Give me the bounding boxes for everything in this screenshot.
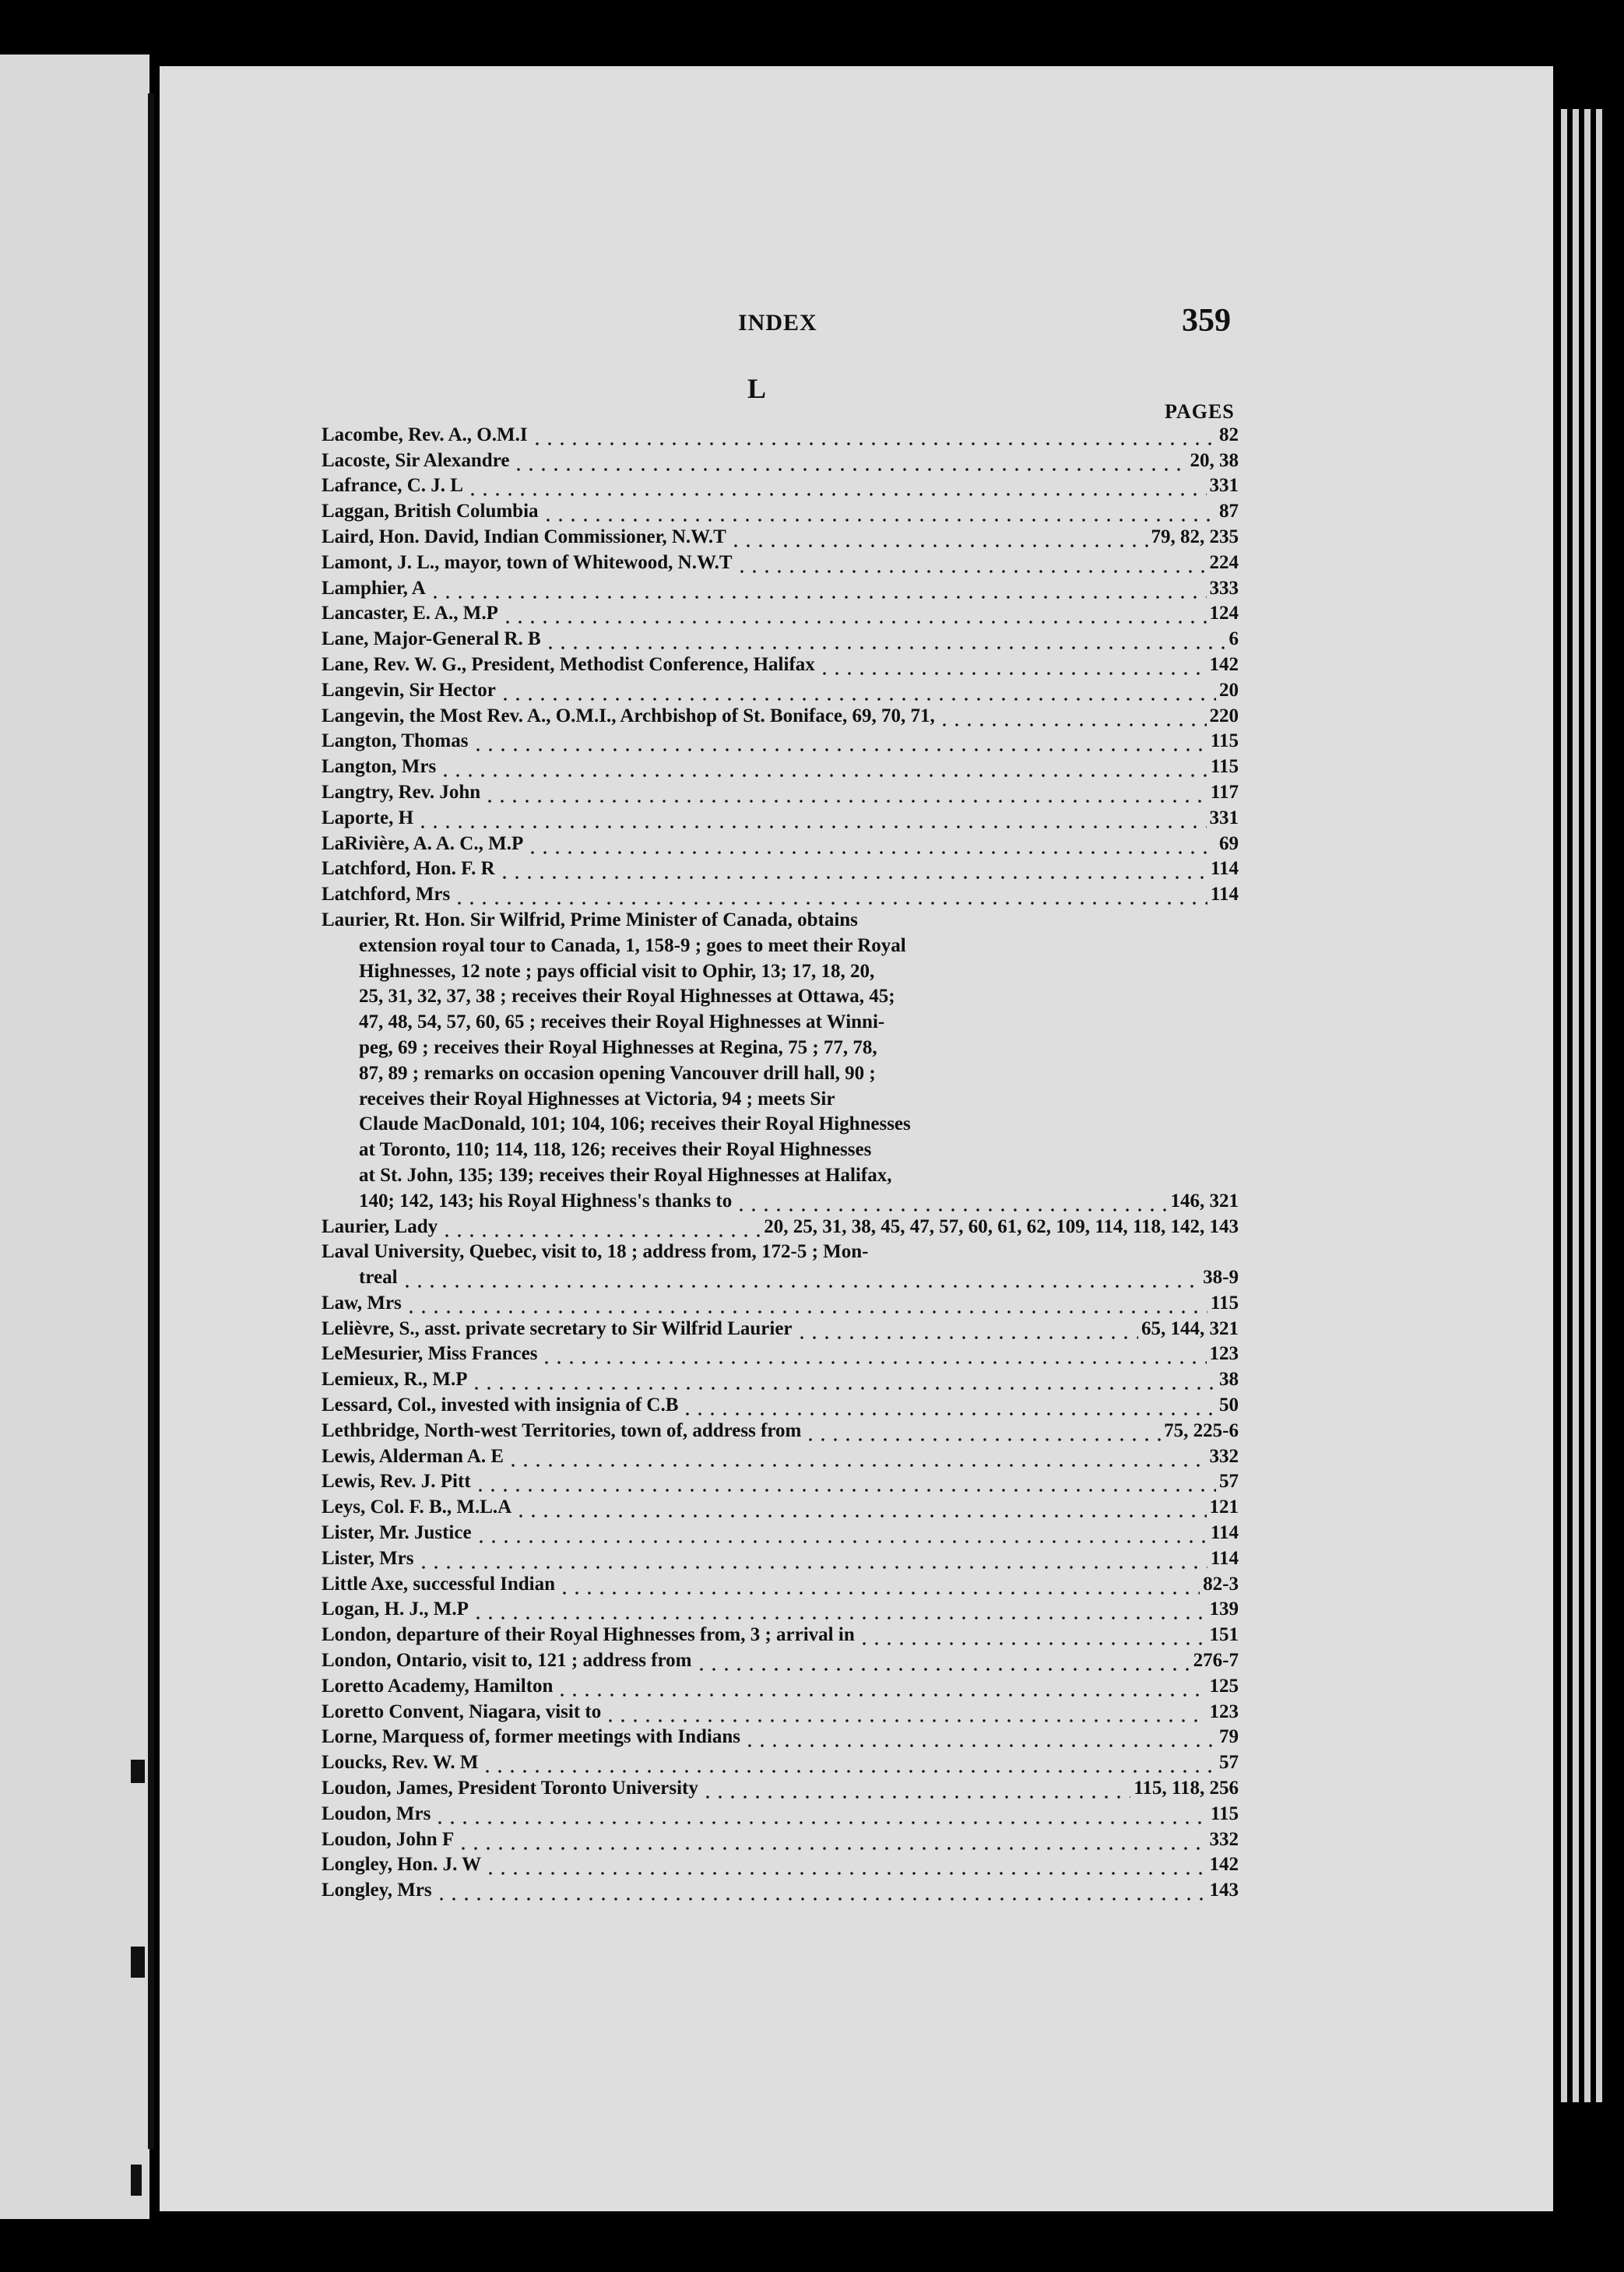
dot-leader	[542, 505, 1216, 522]
index-entry	[322, 624, 1239, 650]
index-entry	[322, 752, 1239, 778]
entry-text-line: at Toronto, 110; 114, 118, 126; receives their Royal Highnesses	[359, 1139, 872, 1161]
entry-name: Lemieux, R., M.P	[322, 1369, 468, 1391]
entry-pages: 115, 118, 256	[1134, 1778, 1239, 1799]
entry-name: Lacoste, Sir Alexandre	[322, 449, 510, 471]
entry-text-line: 87, 89 ; remarks on occasion opening Vancouver drill hall, 90 ;	[359, 1062, 876, 1084]
entry-pages: 276-7	[1193, 1650, 1239, 1672]
dot-leader	[818, 659, 1207, 676]
dot-leader	[804, 1425, 1161, 1442]
index-entry	[322, 1595, 1239, 1621]
entry-name: London, Ontario, visit to, 121 ; address from	[322, 1650, 692, 1672]
index-entry	[322, 855, 1239, 881]
dot-leader	[481, 1757, 1216, 1774]
index-entry-laurier	[322, 906, 1239, 1212]
entry-pages: 125	[1209, 1675, 1239, 1697]
facing-page-edge	[0, 55, 149, 2219]
entry-pages: 142	[1209, 653, 1239, 675]
dot-leader	[417, 812, 1206, 829]
dot-leader	[858, 1629, 1207, 1646]
page-number: 359	[1182, 303, 1231, 339]
entry-name: Langton, Thomas	[322, 730, 469, 752]
entry-name: Laporte, H	[322, 807, 414, 828]
entry-pages: 142	[1209, 1854, 1239, 1876]
entry-name: Lamont, J. L., mayor, town of Whitewood, N.W.T	[322, 551, 733, 573]
page-stack-edge	[1596, 109, 1602, 2102]
index-entry	[322, 1314, 1239, 1340]
dot-leader	[439, 761, 1207, 778]
index-entry	[322, 727, 1239, 753]
dot-leader	[743, 1731, 1216, 1748]
entry-pages: 20, 38	[1190, 449, 1239, 471]
index-entry	[322, 829, 1239, 855]
entry-text-line: Claude MacDonald, 101; 104, 106; receives their Royal Highnesses	[359, 1113, 911, 1135]
scan-artifact	[131, 1947, 145, 1978]
entry-text-line: 140; 142, 143; his Royal Highness's thanks to	[359, 1190, 733, 1212]
entry-pages: 332	[1209, 1445, 1239, 1467]
dot-leader	[401, 1271, 1200, 1289]
dot-leader	[695, 1655, 1190, 1672]
entry-text-line: 47, 48, 54, 57, 60, 65 ; receives their Royal Highnesses at Winni-	[359, 1011, 885, 1033]
dot-leader	[558, 1578, 1200, 1595]
index-entry	[322, 1672, 1239, 1697]
entry-name: Laird, Hon. David, Indian Commissioner, N.W.T	[322, 526, 726, 547]
scan-artifact	[131, 2165, 142, 2196]
dot-leader	[466, 480, 1207, 497]
dot-leader	[483, 786, 1207, 804]
entry-name: Langton, Mrs	[322, 756, 437, 778]
entry-name: Latchford, Mrs	[322, 884, 451, 906]
entry-pages: 6	[1229, 628, 1239, 650]
dot-leader	[417, 1553, 1207, 1570]
pages-column-label: PAGES	[1165, 400, 1235, 423]
entry-pages: 115	[1210, 1802, 1239, 1824]
index-entry	[322, 1468, 1239, 1493]
index-entry	[322, 1646, 1239, 1672]
entry-pages: 50	[1219, 1395, 1239, 1416]
dot-leader	[604, 1706, 1206, 1723]
entry-pages: 146, 321	[1170, 1190, 1239, 1212]
entry-name: Lacombe, Rev. A., O.M.I	[322, 424, 528, 445]
dot-leader	[526, 838, 1216, 855]
entry-text-line: Highnesses, 12 note ; pays official visit to Ophir, 13; 17, 18, 20,	[359, 960, 875, 982]
page-stack-edge	[1561, 109, 1567, 2102]
dot-leader	[472, 1603, 1207, 1620]
entry-name: Lancaster, E. A., M.P	[322, 603, 498, 624]
dot-leader	[729, 531, 1148, 548]
index-entry	[322, 1518, 1239, 1544]
entry-pages: 57	[1219, 1752, 1239, 1774]
entry-text-line: at St. John, 135; 139; receives their Royal Highnesses at Halifax,	[359, 1164, 892, 1186]
index-entry	[322, 1416, 1239, 1442]
index-entry	[322, 548, 1239, 574]
dot-leader	[472, 735, 1207, 752]
dot-leader	[701, 1782, 1130, 1799]
index-entry	[322, 1620, 1239, 1646]
index-entry	[322, 1697, 1239, 1723]
entry-name: Langevin, Sir Hector	[322, 679, 496, 701]
index-entry	[322, 804, 1239, 829]
entry-pages: 115	[1210, 1292, 1239, 1314]
entry-name: Lafrance, C. J. L	[322, 475, 463, 497]
entry-pages: 65, 144, 321	[1141, 1317, 1239, 1339]
dot-leader	[457, 1834, 1206, 1851]
index-entry	[322, 702, 1239, 727]
index-entry	[322, 1723, 1239, 1749]
entry-name: Lister, Mr. Justice	[322, 1522, 472, 1544]
entry-name: Little Axe, successful Indian	[322, 1573, 556, 1595]
index-entry	[322, 1799, 1239, 1825]
entry-name: Law, Mrs	[322, 1292, 402, 1314]
entry-pages: 117	[1210, 781, 1239, 803]
index-entry	[322, 676, 1239, 702]
entry-name: Loudon, Mrs	[322, 1802, 431, 1824]
index-entry	[322, 600, 1239, 625]
entry-pages: 143	[1209, 1880, 1239, 1901]
dot-leader	[736, 557, 1207, 574]
running-title: INDEX	[738, 310, 817, 336]
entry-name: Lewis, Rev. J. Pitt	[322, 1471, 471, 1493]
entry-text-line: Laurier, Rt. Hon. Sir Wilfrid, Prime Minister of Canada, obtains	[322, 909, 858, 930]
index-entry	[322, 1340, 1239, 1366]
dot-leader	[498, 863, 1207, 880]
dot-leader	[475, 1527, 1207, 1544]
index-entry	[322, 472, 1239, 498]
dot-leader	[556, 1680, 1206, 1697]
entry-name: Lessard, Col., invested with insignia of C.B	[322, 1395, 679, 1416]
dot-leader	[938, 710, 1207, 727]
index-entry	[322, 522, 1239, 548]
entry-pages: 20, 25, 31, 38, 45, 47, 57, 60, 61, 62, 109, 114, 118, 142, 143	[764, 1215, 1239, 1237]
index-entry	[322, 1442, 1239, 1468]
index-entry	[322, 1825, 1239, 1851]
entry-name: Loudon, John F	[322, 1828, 455, 1850]
index-entry	[322, 574, 1239, 600]
dot-leader	[405, 1297, 1207, 1314]
entry-pages: 82-3	[1203, 1573, 1239, 1595]
entry-pages: 151	[1209, 1624, 1239, 1646]
entry-pages: 69	[1219, 832, 1239, 854]
entry-text-line: treal	[359, 1267, 398, 1289]
entry-name: LeMesurier, Miss Frances	[322, 1343, 538, 1365]
dot-leader	[531, 429, 1216, 446]
entry-name: Lamphier, A	[322, 577, 426, 599]
index-entries	[322, 420, 1239, 1901]
book-gutter	[148, 93, 154, 2149]
dot-leader	[540, 1348, 1206, 1365]
entry-pages: 331	[1209, 807, 1239, 828]
index-entry	[322, 650, 1239, 676]
entry-name: Langtry, Rev. John	[322, 781, 481, 803]
dot-leader	[429, 582, 1207, 600]
entry-name: Lane, Rev. W. G., President, Methodist Conference, Halifax	[322, 653, 815, 675]
entry-name: Laurier, Lady	[322, 1215, 438, 1237]
entry-name: Longley, Mrs	[322, 1880, 432, 1901]
dot-leader	[796, 1323, 1138, 1340]
entry-pages: 115	[1210, 756, 1239, 778]
dot-leader	[484, 1859, 1206, 1876]
index-entry	[322, 1748, 1239, 1774]
index-entry	[322, 1570, 1239, 1595]
index-entry	[322, 497, 1239, 522]
scan-artifact	[131, 1760, 145, 1783]
entry-text-line: peg, 69 ; receives their Royal Highnesses at Regina, 75 ; 77, 78,	[359, 1036, 877, 1058]
dot-leader	[453, 888, 1207, 906]
dot-leader	[474, 1475, 1216, 1493]
entry-pages: 331	[1209, 475, 1239, 497]
entry-name: Lewis, Alderman A. E	[322, 1445, 504, 1467]
entry-pages: 20	[1219, 679, 1239, 701]
entry-name: Longley, Hon. J. W	[322, 1854, 482, 1876]
entry-pages: 79	[1219, 1726, 1239, 1748]
entry-pages: 57	[1219, 1471, 1239, 1493]
entry-pages: 38	[1219, 1369, 1239, 1391]
index-entry-laval	[322, 1238, 1239, 1289]
entry-name: Loretto Convent, Niagara, visit to	[322, 1700, 602, 1722]
entry-name: LaRivière, A. A. C., M.P	[322, 832, 524, 854]
entry-name: Langevin, the Most Rev. A., O.M.I., Archbishop of St. Boniface, 69, 70, 71,	[322, 705, 935, 726]
entry-pages: 82	[1219, 424, 1239, 445]
entry-name: London, departure of their Royal Highnesses from, 3 ; arrival in	[322, 1624, 855, 1646]
entry-name: Laggan, British Columbia	[322, 501, 539, 522]
entry-pages: 121	[1209, 1496, 1239, 1518]
section-letter: L	[747, 373, 767, 404]
entry-pages: 123	[1209, 1700, 1239, 1722]
dot-leader	[735, 1195, 1167, 1212]
entry-pages: 38-9	[1203, 1267, 1239, 1289]
entry-pages: 114	[1210, 858, 1239, 880]
index-entry	[322, 1212, 1239, 1238]
dot-leader	[681, 1399, 1216, 1416]
entry-pages: 332	[1209, 1828, 1239, 1850]
index-entry	[322, 1493, 1239, 1518]
entry-name: Lethbridge, North-west Territories, town of, address from	[322, 1419, 802, 1441]
index-entry	[322, 880, 1239, 906]
index-entry	[322, 446, 1239, 472]
page-stack-edge	[1573, 109, 1579, 2102]
entry-text-line: receives their Royal Highnesses at Victoria, 94 ; meets Sir	[359, 1088, 835, 1110]
entry-pages: 139	[1209, 1598, 1239, 1620]
entry-name: Lane, Major-General R. B	[322, 628, 541, 650]
dot-leader	[512, 455, 1186, 472]
entry-pages: 224	[1209, 551, 1239, 573]
entry-pages: 75, 225-6	[1164, 1419, 1239, 1441]
entry-pages: 87	[1219, 501, 1239, 522]
page-stack-edge	[1584, 109, 1591, 2102]
dot-leader	[434, 1808, 1207, 1825]
dot-leader	[544, 633, 1226, 650]
index-entry	[322, 1876, 1239, 1901]
entry-name: Loretto Academy, Hamilton	[322, 1675, 554, 1697]
entry-name: Loucks, Rev. W. M	[322, 1752, 479, 1774]
entry-text-line: Laval University, Quebec, visit to, 18 ; address from, 172-5 ; Mon-	[322, 1241, 869, 1263]
dot-leader	[470, 1373, 1216, 1391]
index-entry	[322, 1391, 1239, 1416]
entry-name: Lister, Mrs	[322, 1547, 414, 1569]
dot-leader	[441, 1221, 761, 1238]
entry-pages: 114	[1210, 1547, 1239, 1569]
entry-name: Latchford, Hon. F. R	[322, 858, 495, 880]
index-entry	[322, 420, 1239, 446]
entry-text-line: extension royal tour to Canada, 1, 158-9 ; goes to meet their Royal	[359, 934, 906, 956]
entry-pages: 333	[1209, 577, 1239, 599]
index-entry	[322, 1544, 1239, 1570]
entry-name: Loudon, James, President Toronto University	[322, 1778, 698, 1799]
entry-pages: 123	[1209, 1343, 1239, 1365]
entry-pages: 79, 82, 235	[1151, 526, 1239, 547]
dot-leader	[499, 684, 1216, 702]
index-entry	[322, 1774, 1239, 1799]
dot-leader	[501, 607, 1207, 624]
dot-leader	[507, 1451, 1206, 1468]
index-entry	[322, 1289, 1239, 1314]
index-entry	[322, 778, 1239, 804]
entry-text-line: 25, 31, 32, 37, 38 ; receives their Royal Highnesses at Ottawa, 45;	[359, 986, 895, 1008]
entry-pages: 220	[1209, 705, 1239, 726]
entry-pages: 124	[1209, 603, 1239, 624]
entry-pages: 114	[1210, 884, 1239, 906]
index-entry	[322, 1365, 1239, 1391]
dot-leader	[515, 1501, 1206, 1518]
index-entry	[322, 1851, 1239, 1876]
dot-leader	[435, 1884, 1207, 1901]
entry-pages: 114	[1210, 1522, 1239, 1544]
entry-pages: 115	[1210, 730, 1239, 752]
entry-name: Lorne, Marquess of, former meetings with Indians	[322, 1726, 740, 1748]
entry-name: Leys, Col. F. B., M.L.A	[322, 1496, 512, 1518]
entry-name: Logan, H. J., M.P	[322, 1598, 469, 1620]
entry-name: Lelièvre, S., asst. private secretary to Sir Wilfrid Laurier	[322, 1317, 793, 1339]
